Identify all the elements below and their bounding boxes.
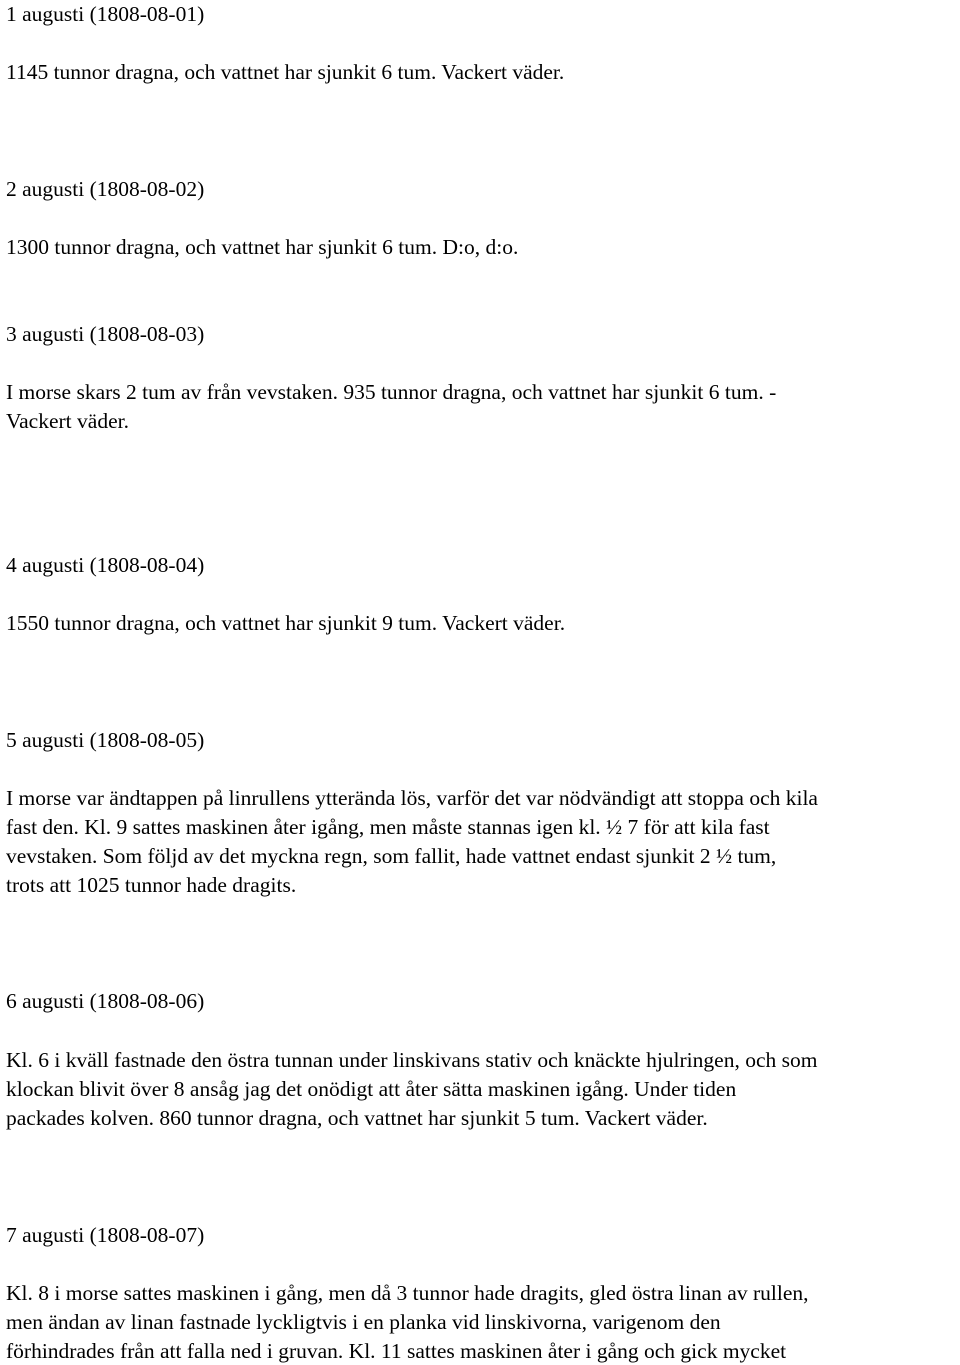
- entry-text-1808-08-05-line-1: I morse var ändtappen på linrullens ytterända lös, varför det var nödvändigt att stoppa och kila: [6, 786, 818, 810]
- entry-text-1808-08-05-line-2: fast den. Kl. 9 sattes maskinen åter igång, men måste stannas igen kl. ½ 7 för att kila fast: [6, 815, 770, 839]
- entry-date-1808-08-02: 2 augusti (1808-08-02): [6, 177, 205, 201]
- entry-text-1808-08-06-line-3: packades kolven. 860 tunnor dragna, och vattnet har sjunkit 5 tum. Vackert väder.: [6, 1106, 708, 1130]
- entry-text-1808-08-04: 1550 tunnor dragna, och vattnet har sjunkit 9 tum. Vackert väder.: [6, 611, 566, 635]
- entry-text-1808-08-03-line-1: I morse skars 2 tum av från vevstaken. 935 tunnor dragna, och vattnet har sjunkit 6 tum. -: [6, 380, 777, 404]
- entry-text-1808-08-03-line-2: Vackert väder.: [6, 409, 129, 433]
- entry-text-1808-08-07-line-3: förhindrades från att falla ned i gruvan. Kl. 11 sattes maskinen åter i gång och gick mycket: [6, 1339, 787, 1363]
- entry-text-1808-08-06-line-2: klockan blivit över 8 ansåg jag det onödigt att åter sätta maskinen igång. Under tiden: [6, 1077, 737, 1101]
- entry-text-1808-08-05-line-4: trots att 1025 tunnor hade dragits.: [6, 873, 297, 897]
- entry-text-1808-08-01: 1145 tunnor dragna, och vattnet har sjunkit 6 tum. Vackert väder.: [6, 60, 565, 84]
- entry-text-1808-08-06-line-1: Kl. 6 i kväll fastnade den östra tunnan under linskivans stativ och knäckte hjulringen, och som: [6, 1048, 818, 1072]
- entry-date-1808-08-01: 1 augusti (1808-08-01): [6, 2, 205, 26]
- entry-text-1808-08-07-line-1: Kl. 8 i morse sattes maskinen i gång, men då 3 tunnor hade dragits, gled östra linan av rullen,: [6, 1281, 809, 1305]
- entry-date-1808-08-06: 6 augusti (1808-08-06): [6, 989, 205, 1013]
- entry-date-1808-08-07: 7 augusti (1808-08-07): [6, 1223, 205, 1247]
- entry-date-1808-08-05: 5 augusti (1808-08-05): [6, 728, 205, 752]
- entry-text-1808-08-05-line-3: vevstaken. Som följd av det myckna regn, som fallit, hade vattnet endast sjunkit 2 ½ tum,: [6, 844, 777, 868]
- entry-text-1808-08-07-line-2: men ändan av linan fastnade lyckligtvis i en planka vid linskivorna, varigenom den: [6, 1310, 721, 1334]
- entry-date-1808-08-03: 3 augusti (1808-08-03): [6, 322, 205, 346]
- entry-date-1808-08-04: 4 augusti (1808-08-04): [6, 553, 205, 577]
- entry-text-1808-08-02: 1300 tunnor dragna, och vattnet har sjunkit 6 tum. D:o, d:o.: [6, 235, 519, 259]
